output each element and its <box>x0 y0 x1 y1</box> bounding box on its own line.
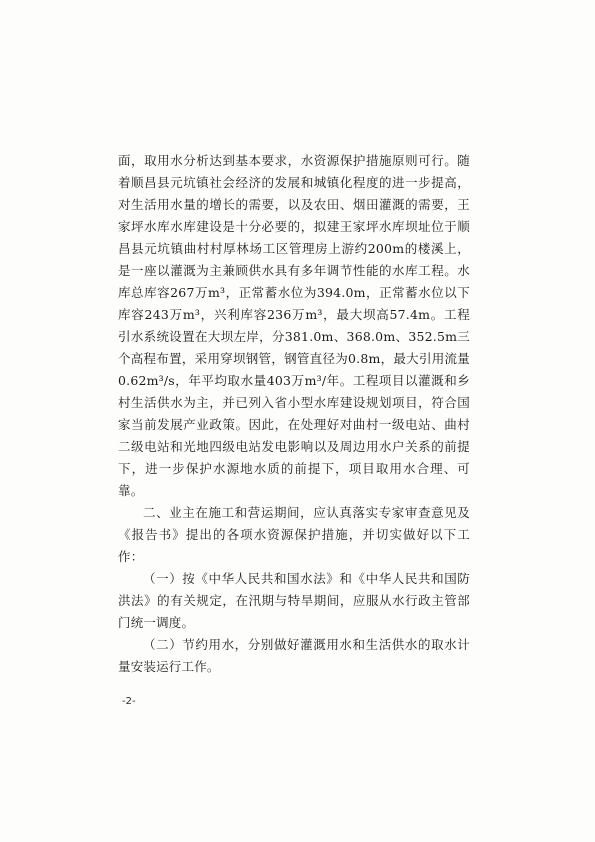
page-number: -2- <box>122 696 136 707</box>
document-body <box>118 150 470 678</box>
paragraph-item-two: （二）节约用水，分别做好灌溉用水和生活供水的取水计量安装运行工作。 <box>118 637 470 674</box>
paragraph-continuation: 面，取用水分析达到基本要求，水资源保护措施原则可行。随着顺昌县元坑镇社会经济的发展和城镇化程度的进一步提高，对生活用水量的增长的需要，以及农田、烟田灌溉的需要，王家坪水库水库建设是十分必要的，拟建王家坪水库坝址位于顺昌县元坑镇曲村村厚林场工区管理房上游约200m的楼溪上，是一座以灌溉为主兼顾供水具有多年调节性能的水库工程。水库总库容267万m³，正常蓄水位为394.0m，正常蓄水位以下库容243万m³，兴利库容236万m³，最大坝高57.4m。工程引水系统设置在大坝左岸，分381.0m、368.0m、352.5m三个高程布置，采用穿坝钢管，钢管直径为0.8m，最大引用流量0.62m³/s，年平均取水量403万m³/年。工程项目以灌溉和乡村生活供水为主，并已列入省小型水库建设规划项目，符合国家当前发展产业政策。因此，在处理好对曲村一级电站、曲村二级电站和光地四级电站发电影响以及周边用水户关系的前提下，进一步保护水源地水质的前提下，项目取用水合理、可靠。 <box>118 153 470 498</box>
paragraph-section-two: 二、业主在施工和营运期间，应认真落实专家审查意见及《报告书》提出的各项水资源保护措施，并切实做好以下工作： <box>118 505 470 564</box>
paragraph-item-one: （一）按《中华人民共和国水法》和《中华人民共和国防洪法》的有关规定，在汛期与特旱期间，应服从水行政主管部门统一调度。 <box>118 571 470 630</box>
